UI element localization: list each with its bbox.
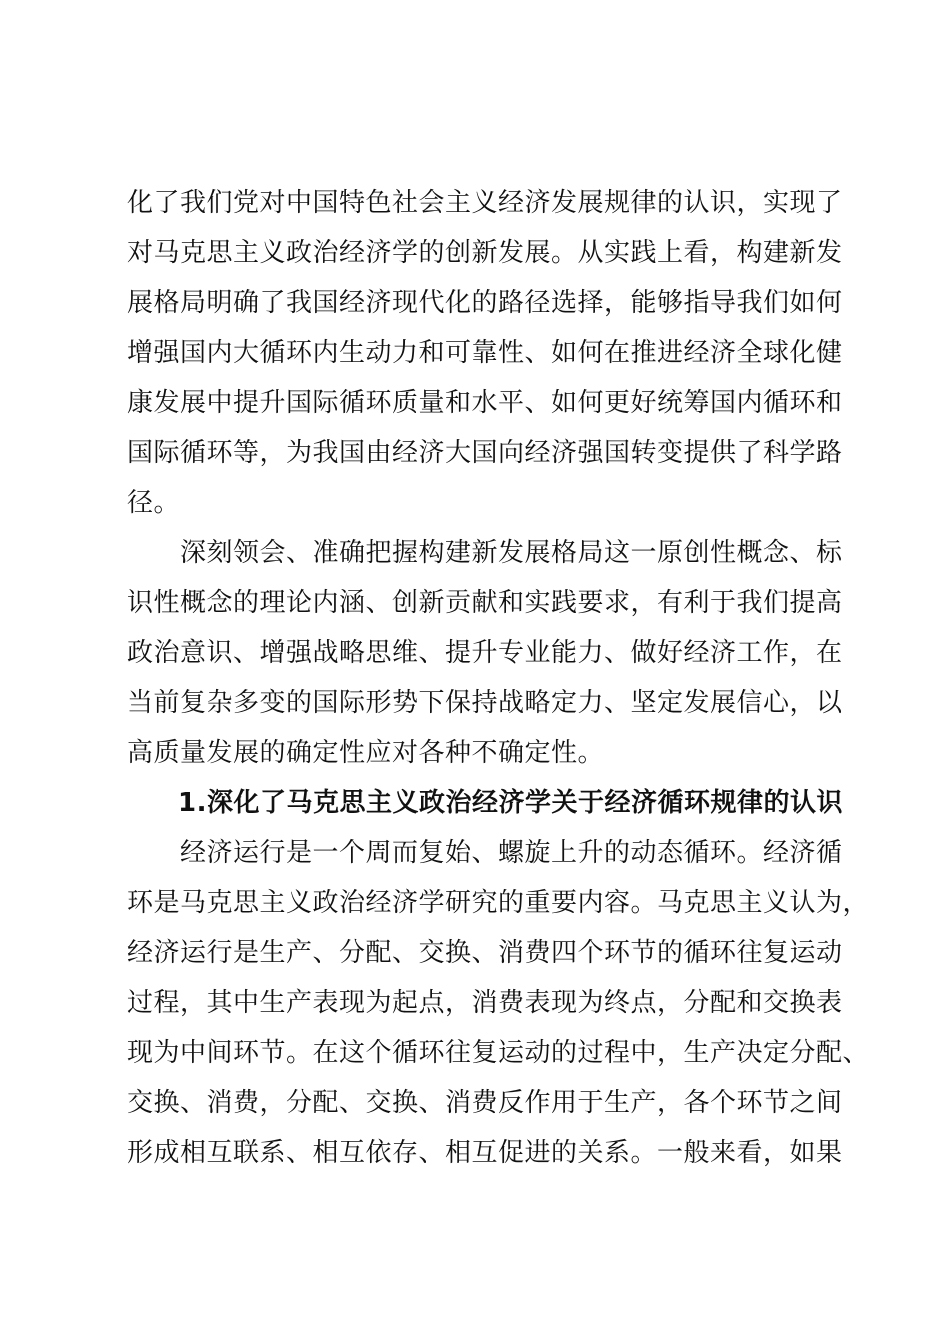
text-line: 化了我们党对中国特色社会主义经济发展规律的认识，实现了: [127, 188, 843, 218]
text-line: 识性概念的理论内涵、创新贡献和实践要求，有利于我们提高: [127, 588, 843, 618]
text-line: 环是马克思主义政治经济学研究的重要内容。马克思主义认为，: [127, 888, 870, 918]
text-line: 形成相互联系、相互依存、相互促进的关系。一般来看，如果: [127, 1138, 843, 1168]
text-line: 深刻领会、准确把握构建新发展格局这一原创性概念、标: [127, 538, 843, 568]
text-line: 展格局明确了我国经济现代化的路径选择，能够指导我们如何: [127, 288, 843, 318]
text-line: 经济运行是生产、分配、交换、消费四个环节的循环往复运动: [127, 938, 843, 968]
text-line: 现为中间环节。在这个循环往复运动的过程中，生产决定分配、: [127, 1038, 870, 1068]
text-line: 对马克思主义政治经济学的创新发展。从实践上看，构建新发: [127, 238, 843, 268]
text-line: 交换、消费，分配、交换、消费反作用于生产，各个环节之间: [127, 1088, 843, 1118]
text-line: 高质量发展的确定性应对各种不确定性。: [127, 738, 605, 768]
text-line: 过程，其中生产表现为起点，消费表现为终点，分配和交换表: [127, 988, 843, 1018]
text-line: 康发展中提升国际循环质量和水平、如何更好统筹国内循环和: [127, 388, 843, 418]
text-line: 增强国内大循环内生动力和可靠性、如何在推进经济全球化健: [127, 338, 843, 368]
text-line: 径。: [127, 488, 181, 518]
text-line: 国际循环等，为我国由经济大国向经济强国转变提供了科学路: [127, 438, 843, 468]
text-line: 经济运行是一个周而复始、螺旋上升的动态循环。经济循: [127, 838, 843, 868]
section-heading: 1.深化了马克思主义政治经济学关于经济循环规律的认识: [178, 788, 843, 818]
text-line: 政治意识、增强战略思维、提升专业能力、做好经济工作，在: [127, 638, 843, 668]
text-line: 当前复杂多变的国际形势下保持战略定力、坚定发展信心，以: [127, 688, 843, 718]
